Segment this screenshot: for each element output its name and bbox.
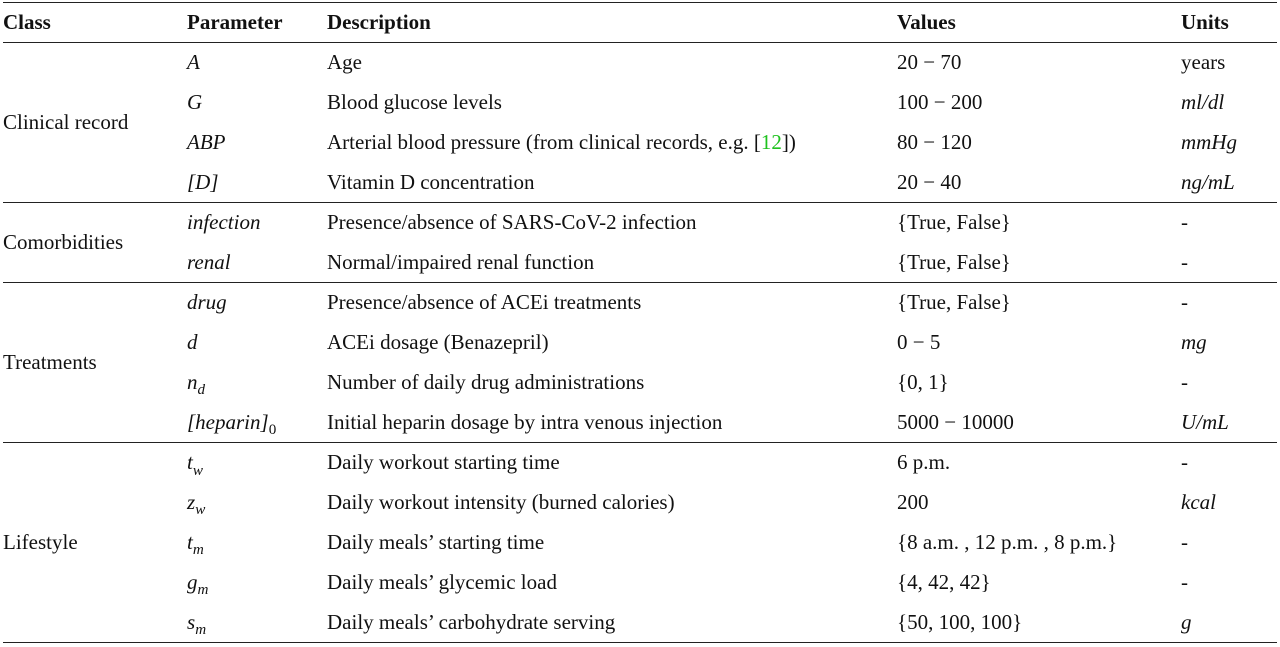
group-lifestyle xyxy=(3,443,1277,643)
unit: kcal xyxy=(1181,490,1216,514)
parameter-symbol: [D] xyxy=(187,169,219,194)
parameter-subscript: m xyxy=(192,542,204,559)
unit: mg xyxy=(1181,330,1207,354)
header-description: Description xyxy=(327,10,431,34)
parameter-subscript: w xyxy=(195,502,206,519)
unit: - xyxy=(1181,210,1188,235)
parameter-subscript: m xyxy=(197,582,209,599)
description: Daily workout starting time xyxy=(327,450,560,475)
table-row xyxy=(3,123,1277,163)
description xyxy=(327,123,897,163)
table-row xyxy=(3,323,1277,363)
description: Age xyxy=(327,50,362,75)
value: {True, False} xyxy=(897,210,1011,235)
description: Normal/impaired renal function xyxy=(327,249,595,274)
table-row xyxy=(3,243,1277,283)
header-units: Units xyxy=(1181,10,1229,34)
value: 20 − 40 xyxy=(897,169,962,194)
parameter-symbol xyxy=(187,403,327,443)
table-row xyxy=(3,163,1277,203)
parameter-base: g xyxy=(187,570,198,594)
parameter-base: t xyxy=(187,450,193,475)
description: ACEi dosage (Benazepril) xyxy=(327,330,549,354)
group-clinical-record xyxy=(3,43,1277,203)
citation-link[interactable]: 12 xyxy=(760,130,782,154)
header-row xyxy=(3,3,1277,43)
value: {True, False} xyxy=(897,290,1011,315)
table-row xyxy=(3,83,1277,123)
parameter-symbol: infection xyxy=(187,210,261,235)
parameter-symbol xyxy=(187,603,327,643)
unit: mmHg xyxy=(1181,130,1237,154)
table-row xyxy=(3,43,1277,83)
value: 0 − 5 xyxy=(897,330,941,354)
unit: - xyxy=(1181,370,1188,394)
unit: - xyxy=(1181,249,1188,274)
description: Daily meals’ glycemic load xyxy=(327,570,557,594)
table-row xyxy=(3,363,1277,403)
value: {True, False} xyxy=(897,249,1011,274)
parameter-symbol xyxy=(187,443,327,483)
class-label: Lifestyle xyxy=(3,530,78,554)
group-comorbidities xyxy=(3,203,1277,283)
parameter-base: n xyxy=(187,370,198,394)
parameters-table xyxy=(3,2,1277,643)
group-treatments xyxy=(3,283,1277,443)
description: Vitamin D concentration xyxy=(327,169,535,194)
parameter-base: z xyxy=(187,490,196,514)
parameter-symbol xyxy=(187,523,327,563)
header-parameter: Parameter xyxy=(187,10,283,34)
value: 80 − 120 xyxy=(897,130,972,154)
value: {8 a.m. , 12 p.m. , 8 p.m.} xyxy=(897,530,1118,554)
parameter-symbol xyxy=(187,483,327,523)
description: Presence/absence of SARS-CoV-2 infection xyxy=(327,210,697,235)
parameter-symbol xyxy=(187,363,327,403)
parameter-symbol: renal xyxy=(187,249,231,274)
parameter-symbol: drug xyxy=(187,290,227,315)
table-row xyxy=(3,403,1277,443)
header-values: Values xyxy=(897,10,956,34)
value: 100 − 200 xyxy=(897,90,983,114)
parameter-symbol xyxy=(187,563,327,603)
description: Daily workout intensity (burned calories) xyxy=(327,490,675,514)
unit: - xyxy=(1181,450,1188,475)
value: 200 xyxy=(897,490,929,514)
parameter-base: s xyxy=(187,609,196,634)
unit: years xyxy=(1181,50,1226,75)
class-label: Clinical record xyxy=(3,110,129,134)
description: Daily meals’ starting time xyxy=(327,530,545,554)
description: Presence/absence of ACEi treatments xyxy=(327,290,642,315)
parameter-symbol: G xyxy=(187,90,203,114)
description: Number of daily drug administrations xyxy=(327,370,645,394)
header-class: Class xyxy=(3,10,51,34)
unit: ml/dl xyxy=(1181,90,1225,114)
description-text: Arterial blood pressure (from clinical records, e.g. [ xyxy=(327,130,761,154)
value: 5000 − 10000 xyxy=(897,409,1014,434)
table-row xyxy=(3,563,1277,603)
unit: - xyxy=(1181,530,1188,554)
parameter-symbol: d xyxy=(187,330,198,354)
unit: U/mL xyxy=(1181,409,1229,434)
value: 6 p.m. xyxy=(897,450,951,475)
parameter-subscript: w xyxy=(192,462,203,479)
table-row xyxy=(3,483,1277,523)
table-row xyxy=(3,203,1277,243)
class-label: Treatments xyxy=(3,350,97,374)
description: Initial heparin dosage by intra venous injection xyxy=(327,409,723,434)
table-row xyxy=(3,523,1277,563)
value: 20 − 70 xyxy=(897,50,962,75)
parameter-base: [heparin] xyxy=(187,409,269,434)
value: {0, 1} xyxy=(897,370,949,394)
value: {4, 42, 42} xyxy=(897,570,991,594)
unit: - xyxy=(1181,290,1188,315)
value: {50, 100, 100} xyxy=(897,609,1023,634)
description: Daily meals’ carbohydrate serving xyxy=(327,609,616,634)
parameter-subscript: d xyxy=(197,382,206,399)
table-row xyxy=(3,603,1277,643)
unit: g xyxy=(1181,609,1192,634)
table-row xyxy=(3,443,1277,483)
parameter-subscript: m xyxy=(195,622,207,639)
parameter-symbol: A xyxy=(187,50,200,75)
description: Blood glucose levels xyxy=(327,90,502,114)
class-label: Comorbidities xyxy=(3,230,124,254)
table-row xyxy=(3,283,1277,323)
unit: - xyxy=(1181,570,1188,594)
parameter-subscript: 0 xyxy=(268,422,277,439)
description-text-end: ]) xyxy=(781,130,796,154)
parameter-symbol: ABP xyxy=(187,130,226,154)
parameter-base: t xyxy=(187,530,193,554)
unit: ng/mL xyxy=(1181,169,1235,194)
